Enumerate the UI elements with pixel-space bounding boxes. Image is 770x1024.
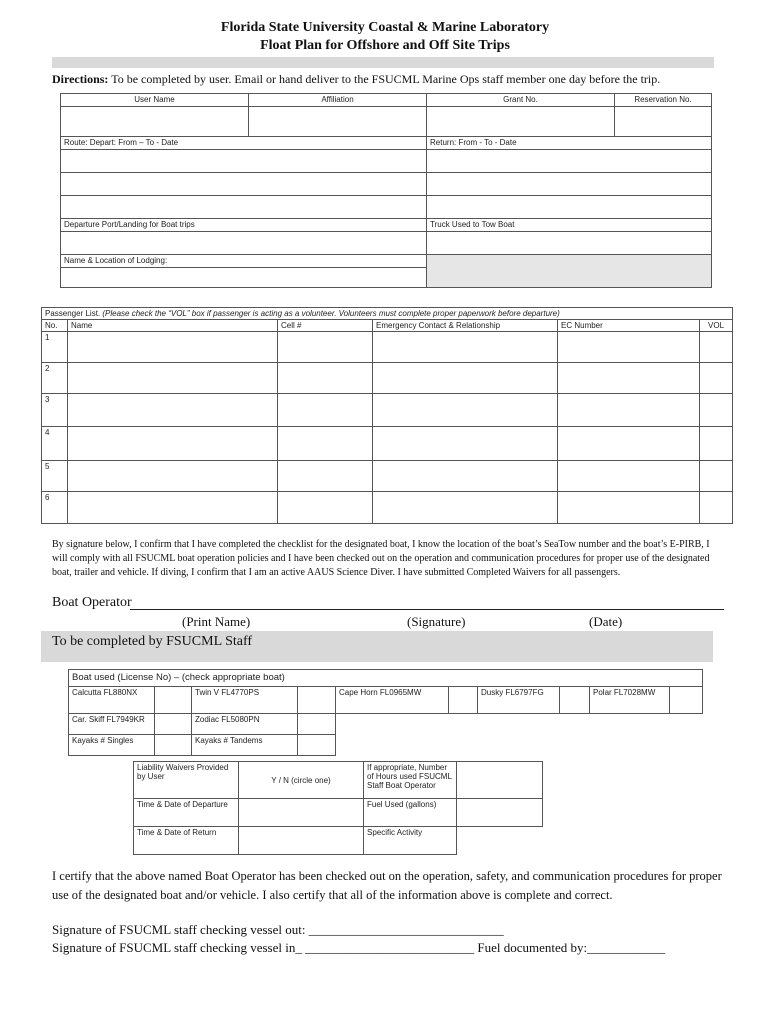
ec-field[interactable]	[373, 427, 558, 461]
row-number: 1	[42, 332, 68, 363]
grant-no-field[interactable]	[427, 107, 615, 137]
date-label: (Date)	[589, 614, 623, 629]
ec-number-field[interactable]	[558, 363, 700, 394]
time-return-label: Time & Date of Return	[134, 827, 239, 855]
ec-field[interactable]	[373, 363, 558, 394]
col-ec-number: EC Number	[558, 320, 700, 332]
time-departure-label: Time & Date of Departure	[134, 799, 239, 827]
col-vol: VOL	[700, 320, 733, 332]
affiliation-field[interactable]	[249, 107, 427, 137]
reservation-no-label: Reservation No.	[615, 94, 712, 107]
route-depart-field-3[interactable]	[61, 196, 427, 219]
name-field[interactable]	[68, 363, 278, 394]
boat-calcutta-label: Calcutta FL880NX	[69, 687, 155, 714]
row-number: 6	[42, 492, 68, 524]
return-field-3[interactable]	[427, 196, 712, 219]
fuel-used-label: Fuel Used (gallons)	[364, 799, 457, 827]
boat-capehorn-label: Cape Horn FL0965MW	[336, 687, 449, 714]
time-departure-field[interactable]	[239, 799, 364, 827]
directions-text: To be completed by user. Email or hand deliver to the FSUCML Marine Ops staff member one day before the trip.	[108, 72, 661, 86]
cell-field[interactable]	[278, 394, 373, 427]
ec-number-field[interactable]	[558, 461, 700, 492]
boat-carskiff-label: Car. Skiff FL7949KR	[69, 714, 155, 735]
staff-details-table	[133, 761, 543, 855]
cell-field[interactable]	[278, 332, 373, 363]
row-number: 4	[42, 427, 68, 461]
route-depart-field-1[interactable]	[61, 150, 427, 173]
signature-out-line[interactable]: Signature of FSUCML staff checking vessel out: ______________________________	[52, 922, 504, 937]
boat-calcutta-checkbox[interactable]	[155, 687, 192, 714]
truck-label: Truck Used to Tow Boat	[427, 219, 712, 232]
operator-certification-text: By signature below, I confirm that I have completed the checklist for the designated boat, I know the location of the boat’s SeaTow number and the boat’s E-PIRB, I will comply with all FSUCML boat operation policies and I have been checked out on the operation and communication procedures for proper use of the designated boat, trailer and vehicle. If diving, I confirm that I am an active AAUS Science Diver. I have submitted Completed Waivers for all passengers.	[52, 539, 710, 578]
kayaks-tandems-label: Kayaks # Tandems	[192, 735, 298, 756]
staff-section-bar	[41, 631, 713, 662]
form-subtitle: Float Plan for Offshore and Off Site Trips	[260, 38, 510, 53]
cell-field[interactable]	[278, 363, 373, 394]
name-field[interactable]	[68, 332, 278, 363]
liability-label: Liability Waivers Provided by User	[134, 762, 239, 799]
ec-field[interactable]	[373, 461, 558, 492]
col-cell: Cell #	[278, 320, 373, 332]
hours-field[interactable]	[457, 762, 543, 799]
ec-number-field[interactable]	[558, 394, 700, 427]
yes-no-circle[interactable]: Y / N (circle one)	[239, 762, 364, 799]
gray-fill	[427, 255, 712, 288]
staff-section-title: To be completed by FSUCML Staff	[52, 634, 253, 649]
return-field-2[interactable]	[427, 173, 712, 196]
name-field[interactable]	[68, 461, 278, 492]
ec-field[interactable]	[373, 394, 558, 427]
boat-dusky-checkbox[interactable]	[560, 687, 590, 714]
departure-port-label: Departure Port/Landing for Boat trips	[61, 219, 427, 232]
cell-field[interactable]	[278, 492, 373, 524]
boat-dusky-label: Dusky FL6797FG	[478, 687, 560, 714]
departure-port-field[interactable]	[61, 232, 427, 255]
route-depart-field-2[interactable]	[61, 173, 427, 196]
fuel-used-field[interactable]	[457, 799, 543, 827]
boat-used-table	[68, 669, 703, 756]
passenger-header-note: (Please check the “VOL” box if passenger is acting as a volunteer. Volunteers must complete proper paperwork before departure)	[102, 309, 560, 318]
boat-zodiac-label: Zodiac FL5080PN	[192, 714, 298, 735]
ec-field[interactable]	[373, 332, 558, 363]
vol-checkbox[interactable]	[700, 332, 733, 363]
vol-checkbox[interactable]	[700, 427, 733, 461]
name-field[interactable]	[68, 394, 278, 427]
boat-empty-area	[336, 714, 703, 756]
trip-info-table	[60, 93, 712, 288]
name-field[interactable]	[68, 492, 278, 524]
boat-used-header: Boat used (License No) – (check appropriate boat)	[69, 670, 703, 687]
boat-polar-label: Polar FL7028MW	[590, 687, 670, 714]
lodging-label: Name & Location of Lodging:	[61, 255, 427, 268]
signature-label: (Signature)	[407, 614, 466, 629]
user-name-field[interactable]	[61, 107, 249, 137]
return-field-1[interactable]	[427, 150, 712, 173]
boat-twinv-checkbox[interactable]	[298, 687, 336, 714]
ec-number-field[interactable]	[558, 427, 700, 461]
route-depart-label: Route: Depart: From – To - Date	[61, 137, 427, 150]
specific-activity-field[interactable]	[457, 827, 543, 855]
ec-number-field[interactable]	[558, 492, 700, 524]
ec-field[interactable]	[373, 492, 558, 524]
ec-number-field[interactable]	[558, 332, 700, 363]
passenger-header-label: Passenger List.	[45, 309, 101, 318]
kayaks-tandems-field[interactable]	[298, 735, 336, 756]
col-name: Name	[68, 320, 278, 332]
boat-operator-field[interactable]	[130, 609, 724, 610]
grant-no-label: Grant No.	[427, 94, 615, 107]
vol-checkbox[interactable]	[700, 492, 733, 524]
title-bar	[52, 57, 714, 68]
kayaks-singles-field[interactable]	[155, 735, 192, 756]
passenger-table	[41, 307, 733, 524]
affiliation-label: Affiliation	[249, 94, 427, 107]
print-name-label: (Print Name)	[182, 614, 251, 629]
boat-operator-line	[52, 595, 724, 613]
lodging-field[interactable]	[61, 268, 427, 288]
row-number: 5	[42, 461, 68, 492]
vol-checkbox[interactable]	[700, 363, 733, 394]
vol-checkbox[interactable]	[700, 461, 733, 492]
row-number: 2	[42, 363, 68, 394]
boat-zodiac-checkbox[interactable]	[298, 714, 336, 735]
cell-field[interactable]	[278, 427, 373, 461]
signature-in-line[interactable]: Signature of FSUCML staff checking vessel in_ __________________________ Fuel documented by:____________	[52, 940, 666, 955]
kayaks-singles-label: Kayaks # Singles	[69, 735, 155, 756]
cell-field[interactable]	[278, 461, 373, 492]
boat-capehorn-checkbox[interactable]	[449, 687, 478, 714]
truck-field[interactable]	[427, 232, 712, 255]
col-emergency-contact: Emergency Contact & Relationship	[373, 320, 558, 332]
vol-checkbox[interactable]	[700, 394, 733, 427]
boat-carskiff-checkbox[interactable]	[155, 714, 192, 735]
boat-operator-label: Boat Operator	[52, 595, 132, 610]
specific-activity-label: Specific Activity	[364, 827, 457, 855]
staff-certification-text: I certify that the above named Boat Operator has been checked out on the operation, safety, and communication procedures for proper use of the designated boat and/or vehicle. I also certify that all of the information above is complete and correct.	[52, 869, 722, 902]
boat-polar-checkbox[interactable]	[670, 687, 703, 714]
name-field[interactable]	[68, 427, 278, 461]
return-label: Return: From - To - Date	[427, 137, 712, 150]
time-return-field[interactable]	[239, 827, 364, 855]
directions	[52, 72, 742, 87]
reservation-no-field[interactable]	[615, 107, 712, 137]
directions-label: Directions:	[52, 72, 109, 86]
form-title: Florida State University Coastal & Marine Laboratory	[220, 20, 550, 35]
user-name-label: User Name	[61, 94, 249, 107]
boat-twinv-label: Twin V FL4770PS	[192, 687, 298, 714]
hours-label: If appropriate, Number of Hours used FSUCML Staff Boat Operator	[364, 762, 457, 799]
passenger-header	[42, 308, 733, 320]
row-number: 3	[42, 394, 68, 427]
col-no: No.	[42, 320, 68, 332]
